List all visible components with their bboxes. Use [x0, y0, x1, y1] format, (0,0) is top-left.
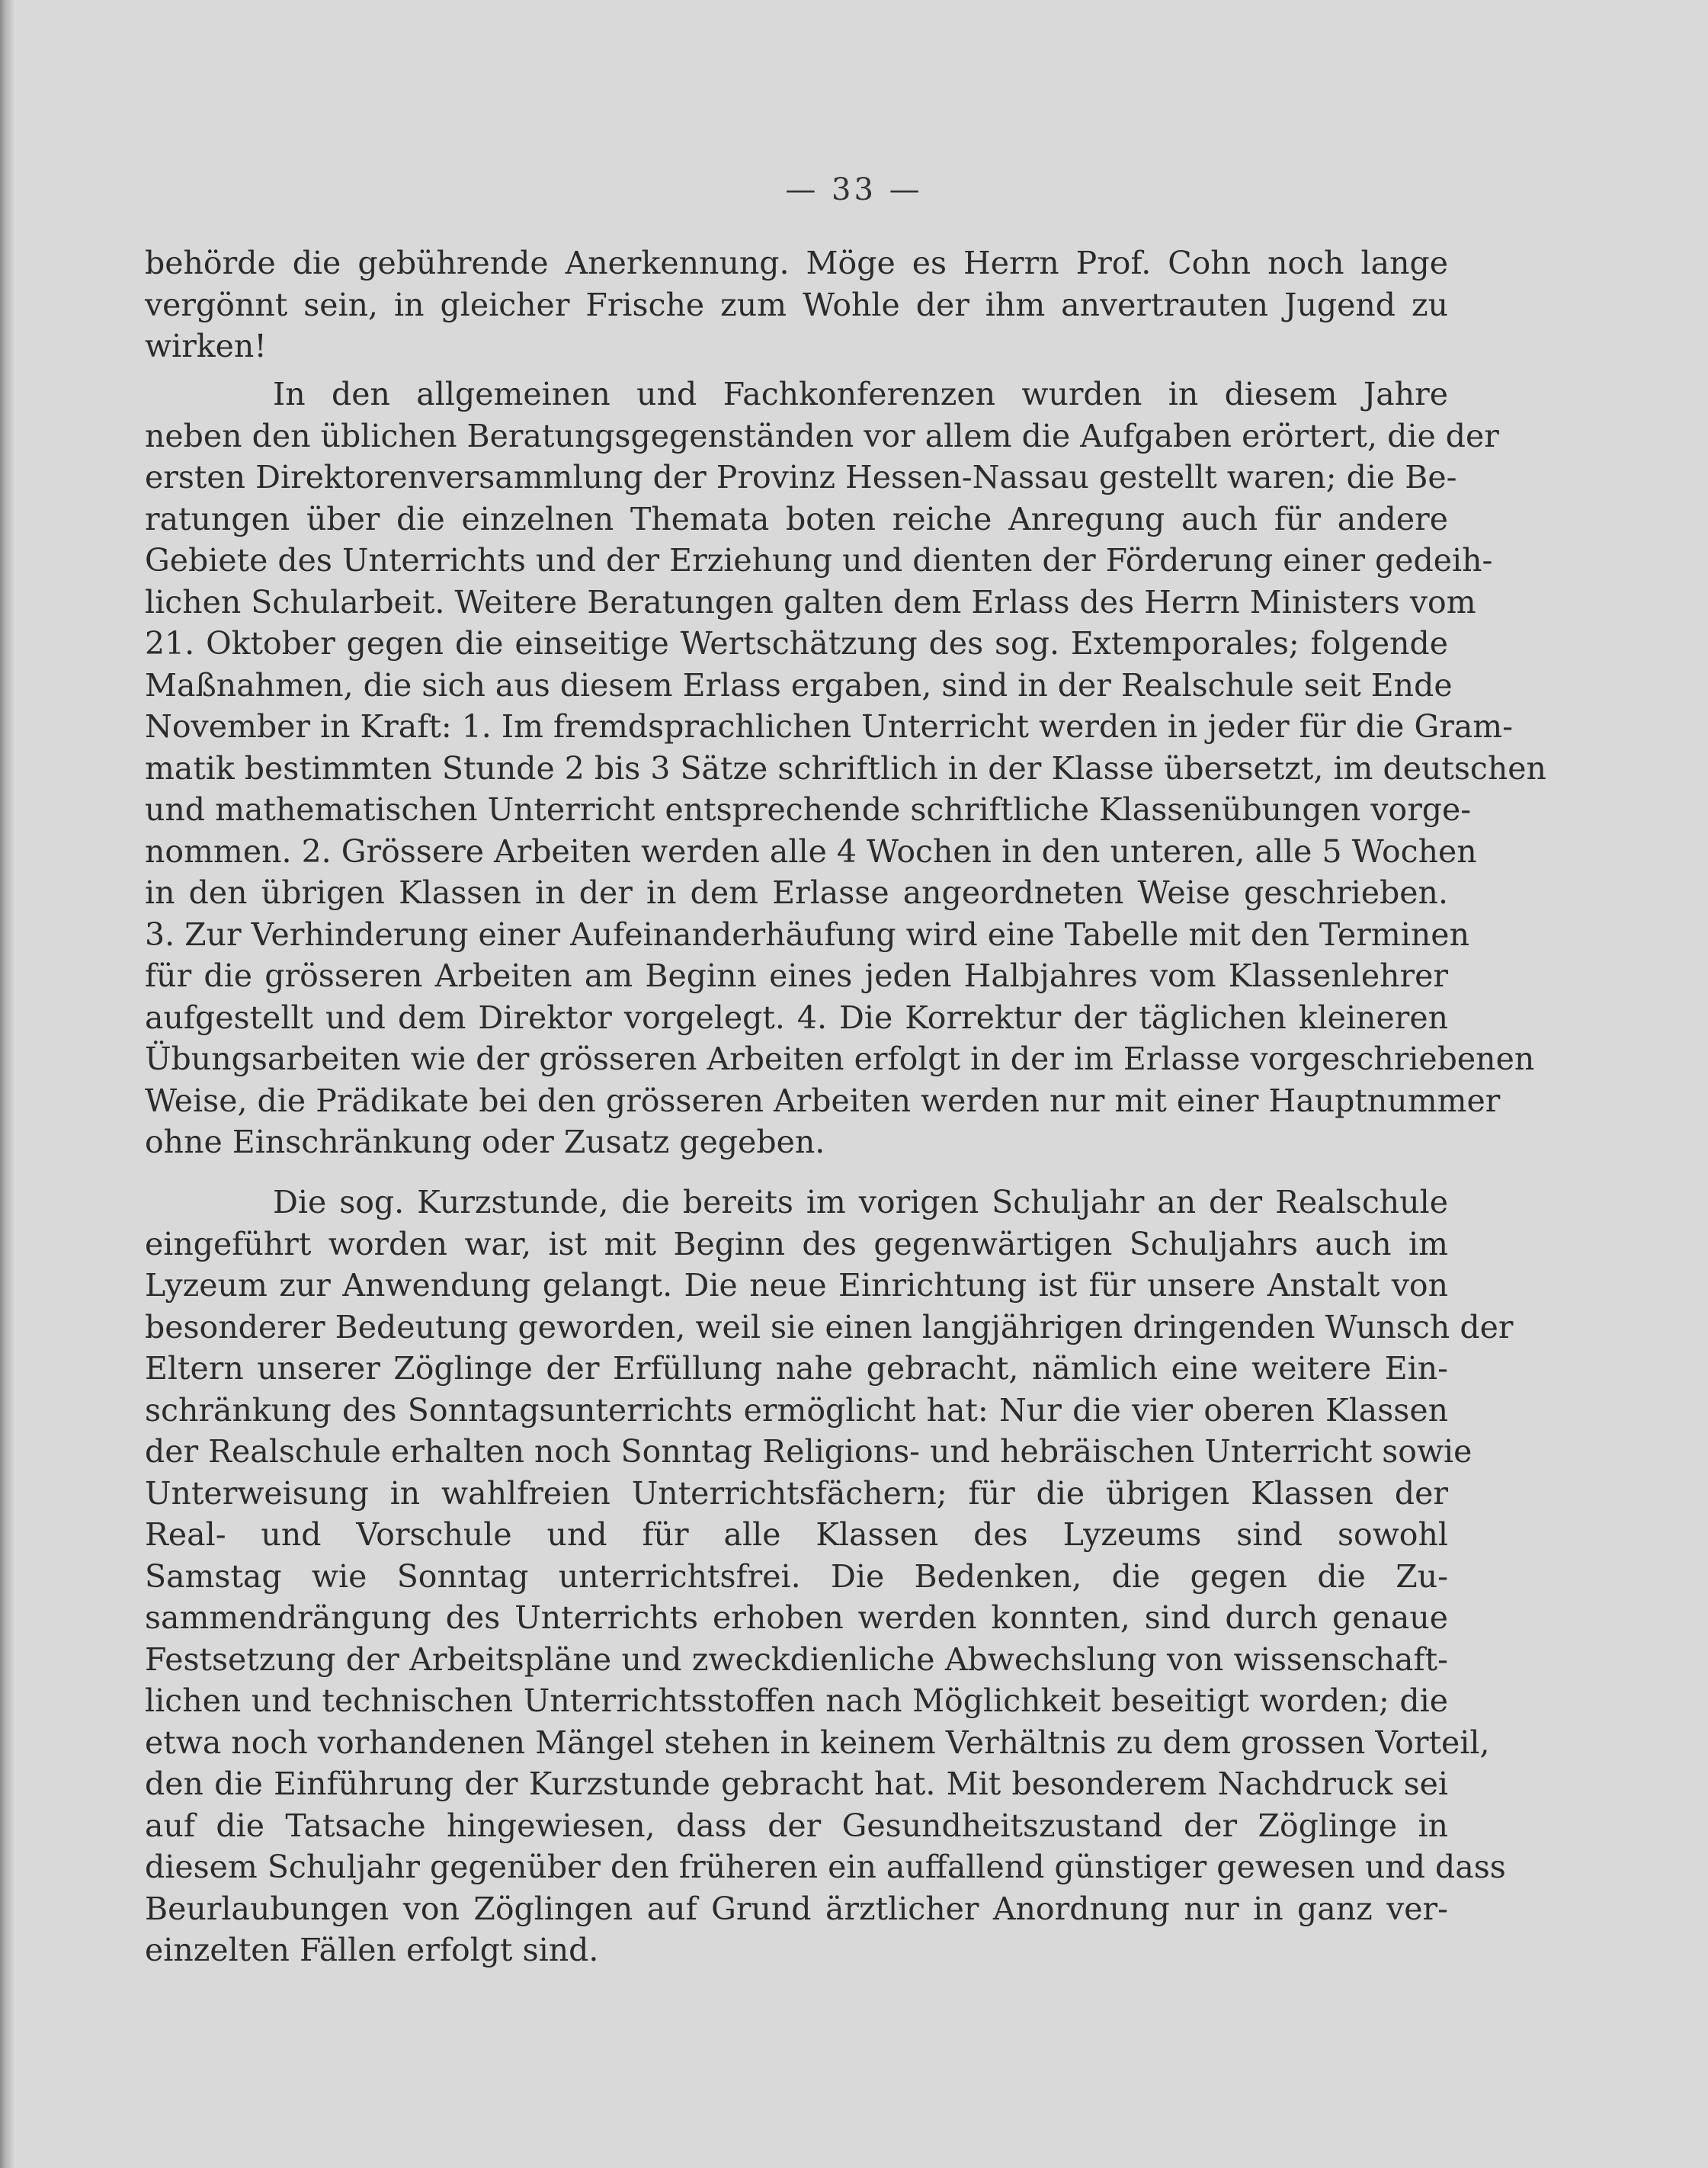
- text-line: 3. Zur Verhinderung einer Aufeinanderhäufung wird eine Tabelle mit den Terminen: [145, 916, 1469, 953]
- text-line: einzelten Fällen erfolgt sind.: [145, 1932, 599, 1968]
- text-line: 21. Oktober gegen die einseitige Wertschätzung des sog. Extemporales; folgende: [145, 625, 1448, 662]
- text-line: wirken!: [145, 328, 267, 364]
- paragraph-3: [145, 1182, 1514, 1971]
- text-line: Beurlaubungen von Zöglingen auf Grund ärztlicher Anordnung nur in ganz ver-: [145, 1890, 1448, 1927]
- text-line: behörde die gebührende Anerkennung. Möge es Herrn Prof. Cohn noch lange: [145, 245, 1448, 281]
- text-line: vergönnt sein, in gleicher Frische zum Wohle der ihm anvertrauten Jugend zu: [145, 286, 1448, 323]
- text-line: nommen. 2. Grössere Arbeiten werden alle 4 Wochen in den unteren, alle 5 Wochen: [145, 832, 1477, 870]
- text-line: der Realschule erhalten noch Sonntag Religions- und hebräischen Unterricht sowie: [145, 1433, 1472, 1470]
- text-line: in den übrigen Klassen in der in dem Erlasse angeordneten Weise geschrieben.: [145, 874, 1448, 911]
- text-line: auf die Tatsache hingewiesen, dass der Gesundheitszustand der Zöglinge in: [145, 1807, 1448, 1844]
- text-line: diesem Schuljahr gegenüber den früheren ein auffallend günstiger gewesen und dass: [145, 1849, 1506, 1885]
- text-line: Übungsarbeiten wie der grösseren Arbeiten erfolgt in der im Erlasse vorgeschriebenen: [145, 1041, 1535, 1077]
- page-binding-edge: [0, 0, 14, 2168]
- page-number: — 33 —: [785, 172, 923, 207]
- text-line: Weise, die Prädikate bei den grösseren Arbeiten werden nur mit einer Hauptnummer: [145, 1082, 1501, 1119]
- text-line: ersten Direktorenversammlung der Provinz Hessen-Nassau gestellt waren; die Be-: [145, 459, 1457, 495]
- text-line: lichen und technischen Unterrichtsstoffen nach Möglichkeit beseitigt worden; die: [145, 1682, 1448, 1719]
- text-line: sammendrängung des Unterrichts erhoben werden konnten, sind durch genaue: [145, 1599, 1448, 1636]
- text-line: ohne Einschränkung oder Zusatz gegeben.: [145, 1124, 825, 1160]
- text-line: etwa noch vorhandenen Mängel stehen in keinem Verhältnis zu dem grossen Vorteil,: [145, 1724, 1490, 1761]
- text-line: lichen Schularbeit. Weitere Beratungen galten dem Erlass des Herrn Ministers vom: [145, 583, 1476, 621]
- text-line: Gebiete des Unterrichts und der Erziehung und dienten der Förderung einer gedeih-: [145, 542, 1493, 579]
- text-line: neben den üblichen Beratungsgegenständen vor allem die Aufgaben erörtert, die der: [145, 417, 1499, 454]
- text-line: besonderer Bedeutung geworden, weil sie einen langjährigen dringenden Wunsch der: [145, 1308, 1514, 1345]
- text-line: Unterweisung in wahlfreien Unterrichtsfächern; für die übrigen Klassen der: [145, 1474, 1448, 1512]
- text-line: eingeführt worden war, ist mit Beginn des gegenwärtigen Schuljahrs auch im: [145, 1225, 1448, 1262]
- paragraph-2: [145, 374, 1546, 1163]
- text-line: matik bestimmten Stunde 2 bis 3 Sätze schriftlich in der Klasse übersetzt, im deutschen: [145, 749, 1546, 787]
- text-line: Die sog. Kurzstunde, die bereits im vorigen Schuljahr an der Realschule: [273, 1184, 1448, 1220]
- text-line: Eltern unserer Zöglinge der Erfüllung nahe gebracht, nämlich eine weitere Ein-: [145, 1350, 1448, 1387]
- text-line: Samstag wie Sonntag unterrichtsfrei. Die Bedenken, die gegen die Zu-: [145, 1557, 1448, 1595]
- text-line: schränkung des Sonntagsunterrichts ermöglicht hat: Nur die vier oberen Klassen: [145, 1391, 1448, 1429]
- text-line: Maßnahmen, die sich aus diesem Erlass ergaben, sind in der Realschule seit Ende: [145, 666, 1453, 704]
- text-line: den die Einführung der Kurzstunde gebracht hat. Mit besonderem Nachdruck sei: [145, 1766, 1448, 1802]
- text-line: Real- und Vorschule und für alle Klassen des Lyzeums sind sowohl: [145, 1516, 1448, 1553]
- text-line: Lyzeum zur Anwendung gelangt. Die neue Einrichtung ist für unsere Anstalt von: [145, 1267, 1448, 1304]
- text-line: ratungen über die einzelnen Themata boten reiche Anregung auch für andere: [145, 500, 1448, 537]
- text-line: Festsetzung der Arbeitspläne und zweckdienliche Abwechslung von wissenschaft-: [145, 1640, 1448, 1678]
- text-line: und mathematischen Unterricht entsprechende schriftliche Klassenübungen vorge-: [145, 791, 1472, 828]
- paragraph-1: [145, 242, 1448, 367]
- text-line: aufgestellt und dem Direktor vorgelegt. 4. Die Korrektur der täglichen kleineren: [145, 999, 1448, 1036]
- text-line: In den allgemeinen und Fachkonferenzen wurden in diesem Jahre: [273, 376, 1448, 412]
- text-line: für die grösseren Arbeiten am Beginn eines jeden Halbjahres vom Klassenlehrer: [145, 957, 1448, 994]
- text-line: November in Kraft: 1. Im fremdsprachlichen Unterricht werden in jeder für die Gram-: [145, 708, 1513, 745]
